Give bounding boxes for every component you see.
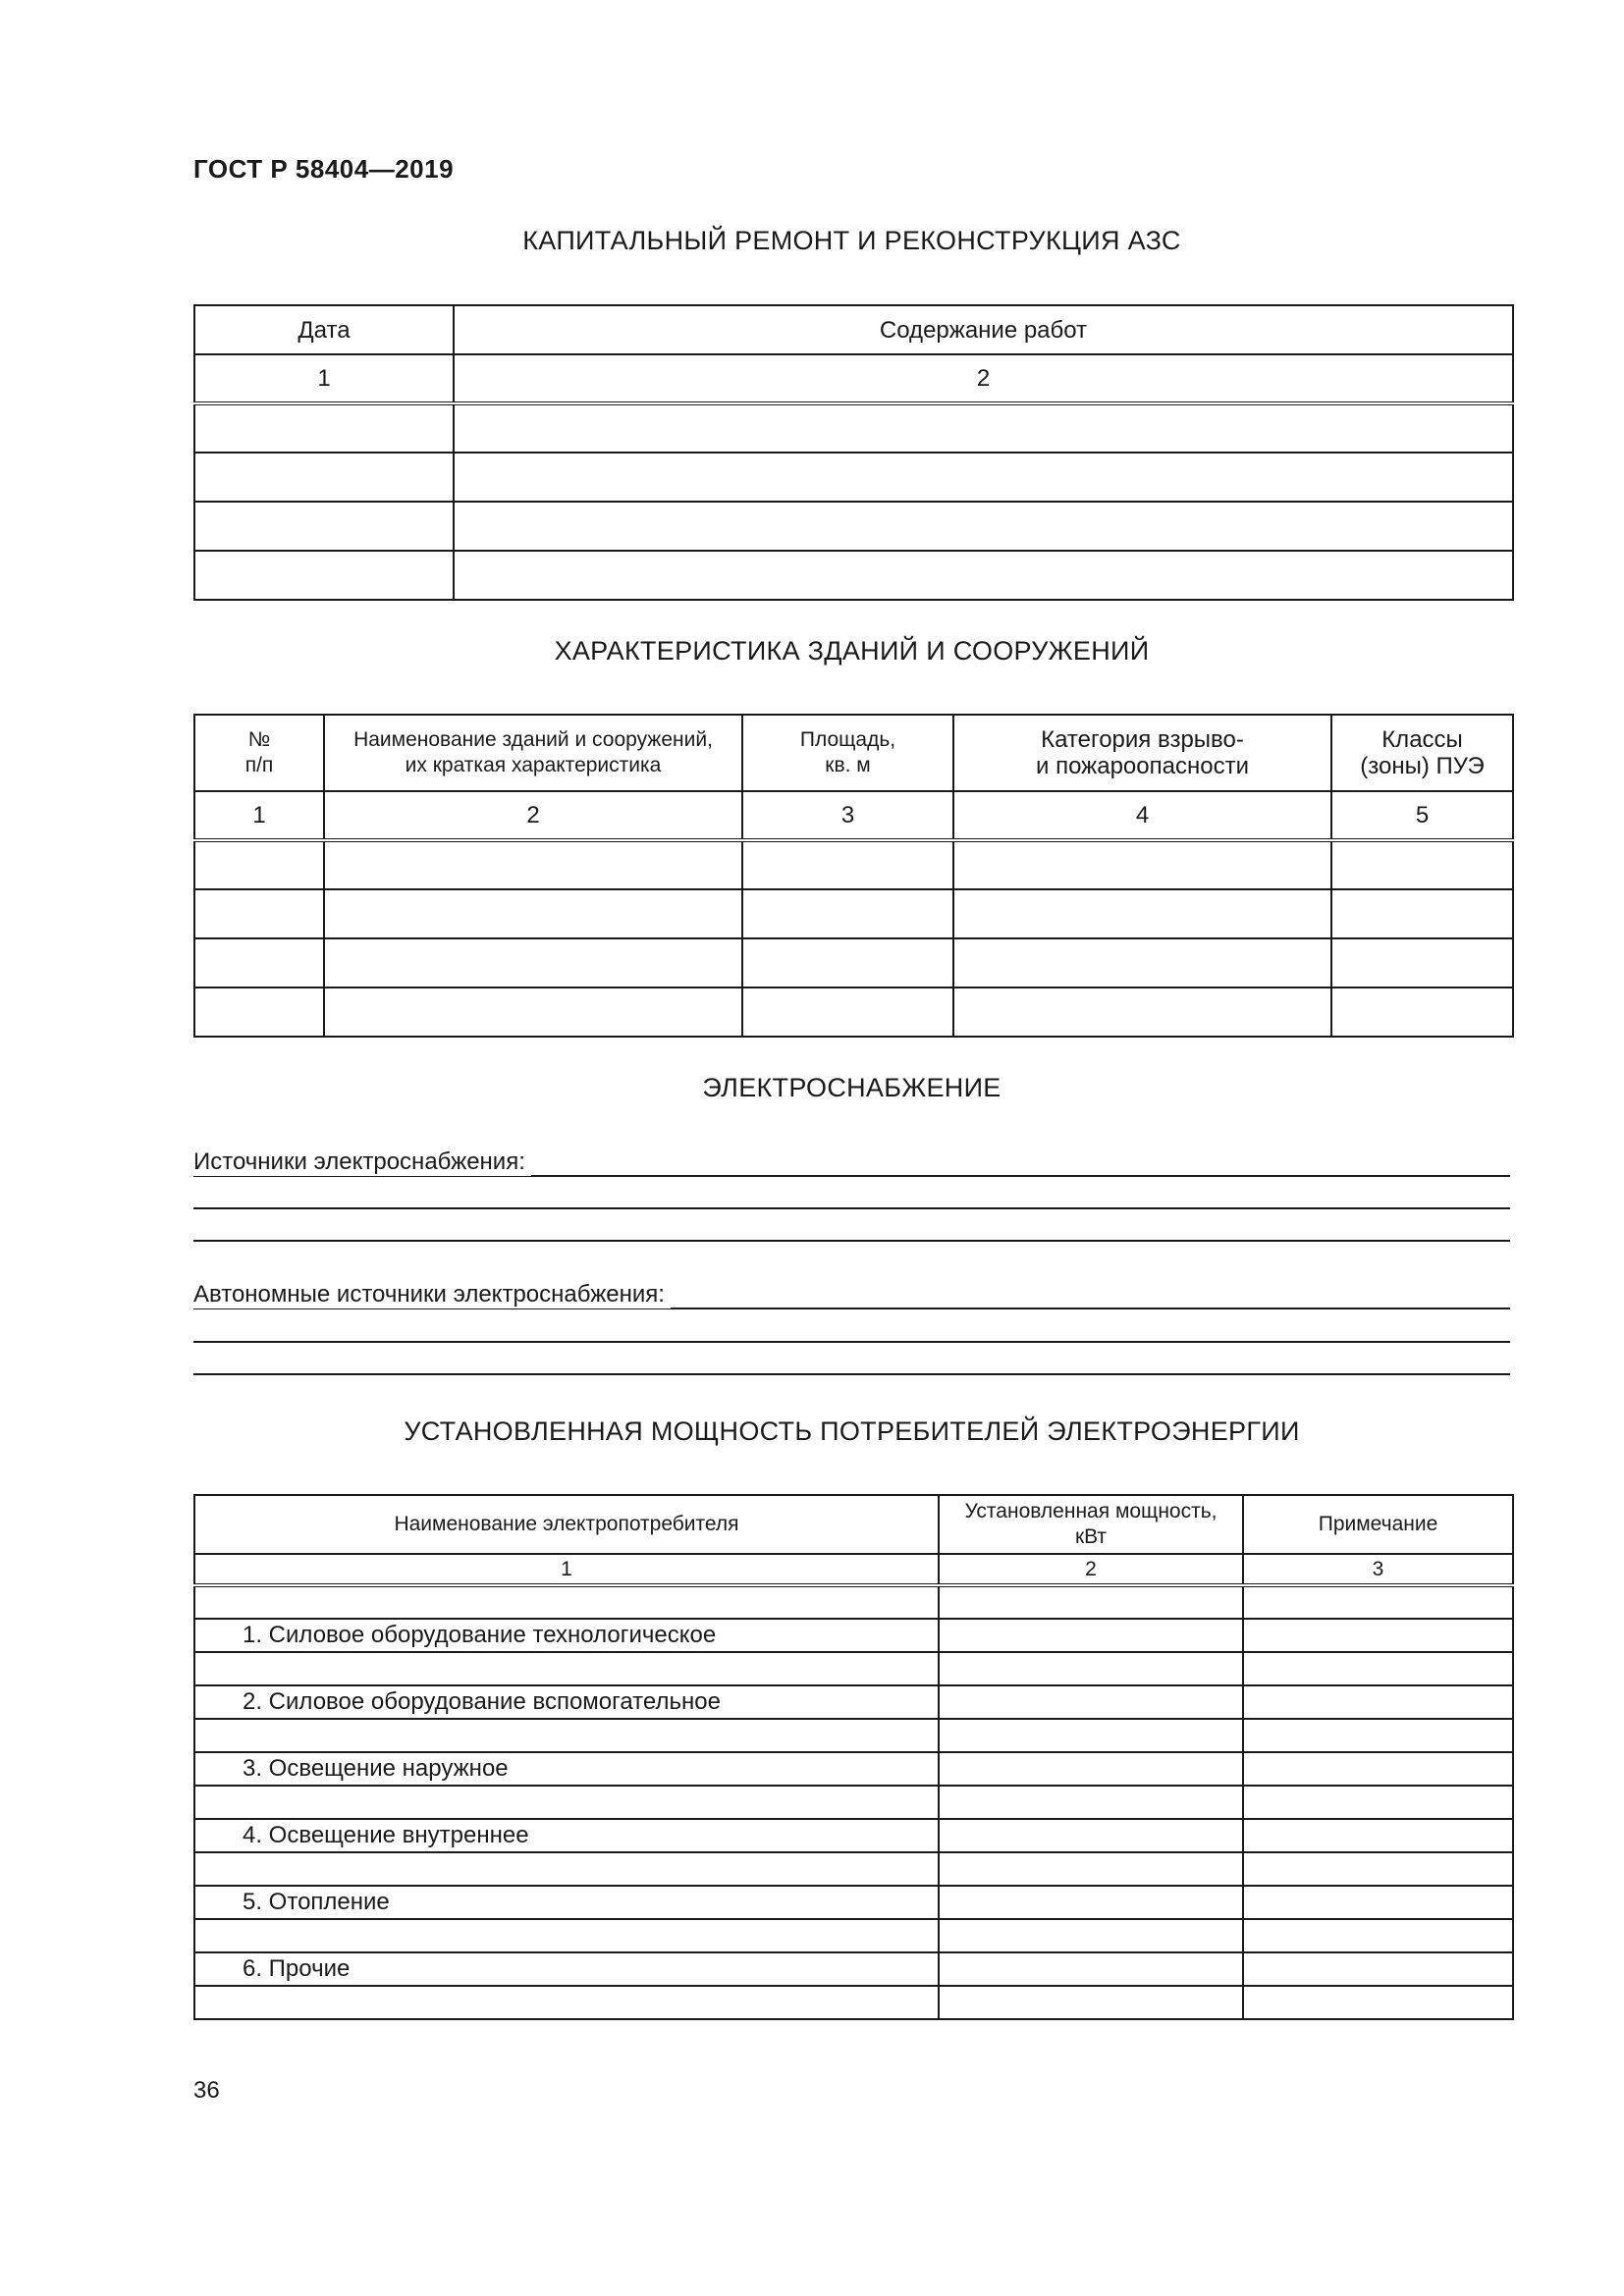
col-header-line: п/п (244, 754, 274, 776)
col-header-number (194, 715, 324, 791)
cell-input[interactable] (953, 840, 1331, 889)
cell-input[interactable] (324, 988, 742, 1037)
section-title-power-supply: ЭЛЕКТРОСНАБЖЕНИЕ (702, 1073, 1001, 1102)
cell-input[interactable] (194, 1986, 939, 2019)
cell-input[interactable] (742, 840, 953, 889)
cell-input[interactable] (454, 502, 1513, 551)
col-header-date: Дата (194, 305, 454, 354)
col-header-line: Категория взрыво- (1041, 726, 1244, 753)
cell-input[interactable] (1243, 1752, 1513, 1786)
cell-input[interactable] (194, 1585, 939, 1619)
cell-input[interactable] (194, 988, 324, 1037)
cell-input[interactable] (1243, 1719, 1513, 1752)
cell-input[interactable] (1243, 1619, 1513, 1652)
consumers-table (193, 1494, 1514, 2020)
standard-code: ГОСТ Р 58404—2019 (193, 154, 455, 184)
cell-input[interactable] (939, 1986, 1243, 2019)
col-number: 2 (454, 354, 1513, 403)
cell-input[interactable] (194, 1719, 939, 1752)
cell-input[interactable] (1243, 1819, 1513, 1852)
col-number: 4 (953, 791, 1331, 840)
cell-input[interactable] (939, 1786, 1243, 1819)
sources-label: Источники электроснабжения: (193, 1148, 531, 1176)
cell-input[interactable] (1331, 840, 1513, 889)
col-header-line: кв. м (825, 754, 871, 776)
cell-input[interactable] (194, 551, 454, 600)
cell-input[interactable] (1243, 1685, 1513, 1719)
cell-input[interactable] (454, 453, 1513, 502)
fill-line-sources-2[interactable] (193, 1207, 1510, 1209)
cell-input[interactable] (953, 938, 1331, 988)
cell-input[interactable] (1243, 1986, 1513, 2019)
col-header-line: Классы (1381, 726, 1463, 753)
fill-line-autonomous-2[interactable] (193, 1341, 1510, 1343)
consumer-item: 4. Освещение внутреннее (194, 1819, 939, 1852)
section-title-repair: КАПИТАЛЬНЫЙ РЕМОНТ И РЕКОНСТРУКЦИЯ АЗС (522, 226, 1181, 255)
col-header-line: Примечание (1318, 1513, 1438, 1535)
cell-input[interactable] (194, 1919, 939, 1952)
cell-input[interactable] (1243, 1952, 1513, 1986)
cell-input[interactable] (1243, 1886, 1513, 1919)
col-header-line: Площадь, (799, 728, 896, 751)
cell-input[interactable] (939, 1852, 1243, 1886)
col-header-line: (зоны) ПУЭ (1360, 753, 1485, 779)
cell-input[interactable] (194, 502, 454, 551)
cell-input[interactable] (939, 1719, 1243, 1752)
col-header-line: кВт (1074, 1525, 1108, 1548)
cell-input[interactable] (939, 1685, 1243, 1719)
cell-input[interactable] (194, 403, 454, 453)
cell-input[interactable] (939, 1619, 1243, 1652)
col-header-hazard-category (953, 715, 1331, 791)
consumer-item: 2. Силовое оборудование вспомогательное (194, 1685, 939, 1719)
cell-input[interactable] (1243, 1786, 1513, 1819)
col-header-note (1243, 1495, 1513, 1554)
cell-input[interactable] (939, 1952, 1243, 1986)
col-header-installed-power (939, 1495, 1243, 1554)
col-header-work-content: Содержание работ (454, 305, 1513, 354)
cell-input[interactable] (1331, 988, 1513, 1037)
fill-line-sources-3[interactable] (193, 1240, 1510, 1242)
cell-input[interactable] (939, 1652, 1243, 1685)
cell-input[interactable] (194, 938, 324, 988)
cell-input[interactable] (194, 1652, 939, 1685)
cell-input[interactable] (939, 1585, 1243, 1619)
cell-input[interactable] (939, 1752, 1243, 1786)
col-header-line: Наименование зданий и сооружений, (353, 728, 713, 751)
cell-input[interactable] (1243, 1652, 1513, 1685)
col-header-area (742, 715, 953, 791)
cell-input[interactable] (1243, 1585, 1513, 1619)
col-number: 5 (1331, 791, 1513, 840)
cell-input[interactable] (953, 988, 1331, 1037)
cell-input[interactable] (324, 938, 742, 988)
section-title-buildings: ХАРАКТЕРИСТИКА ЗДАНИЙ И СООРУЖЕНИЙ (554, 636, 1150, 666)
col-number: 3 (742, 791, 953, 840)
cell-input[interactable] (454, 403, 1513, 453)
cell-input[interactable] (194, 1786, 939, 1819)
col-number: 1 (194, 1554, 939, 1585)
col-header-line: Установленная мощность, (964, 1500, 1218, 1522)
cell-input[interactable] (742, 938, 953, 988)
consumer-item: 1. Силовое оборудование технологическое (194, 1619, 939, 1652)
fill-line-autonomous-3[interactable] (193, 1373, 1510, 1375)
cell-input[interactable] (939, 1819, 1243, 1852)
consumer-item: 3. Освещение наружное (194, 1752, 939, 1786)
cell-input[interactable] (1331, 938, 1513, 988)
cell-input[interactable] (939, 1886, 1243, 1919)
cell-input[interactable] (194, 453, 454, 502)
cell-input[interactable] (324, 889, 742, 938)
section-title-consumers: УСТАНОВЛЕННАЯ МОЩНОСТЬ ПОТРЕБИТЕЛЕЙ ЭЛЕКТРОЭНЕРГИИ (404, 1416, 1300, 1446)
cell-input[interactable] (194, 889, 324, 938)
col-header-line: их краткая характеристика (405, 754, 662, 776)
consumer-item: 5. Отопление (194, 1886, 939, 1919)
col-number: 1 (194, 354, 454, 403)
col-header-consumer-name (194, 1495, 939, 1554)
cell-input[interactable] (194, 1852, 939, 1886)
col-number: 3 (1243, 1554, 1513, 1585)
repair-table (193, 304, 1514, 601)
cell-input[interactable] (1331, 889, 1513, 938)
cell-input[interactable] (1243, 1852, 1513, 1886)
col-header-line: № (247, 728, 271, 751)
autonomous-sources-label: Автономные источники электроснабжения: (193, 1281, 671, 1308)
cell-input[interactable] (324, 840, 742, 889)
col-number: 2 (939, 1554, 1243, 1585)
cell-input[interactable] (194, 840, 324, 889)
buildings-table (193, 714, 1514, 1038)
col-header-line: и пожароопасности (1036, 753, 1249, 779)
col-number: 1 (194, 791, 324, 840)
cell-input[interactable] (742, 988, 953, 1037)
cell-input[interactable] (1243, 1919, 1513, 1952)
col-header-building-name (324, 715, 742, 791)
cell-input[interactable] (742, 889, 953, 938)
cell-input[interactable] (939, 1919, 1243, 1952)
col-header-line: Наименование электропотребителя (394, 1513, 739, 1535)
page-number: 36 (193, 2077, 220, 2104)
col-number: 2 (324, 791, 742, 840)
cell-input[interactable] (953, 889, 1331, 938)
consumer-item: 6. Прочие (194, 1952, 939, 1986)
col-header-pue-class (1331, 715, 1513, 791)
cell-input[interactable] (454, 551, 1513, 600)
